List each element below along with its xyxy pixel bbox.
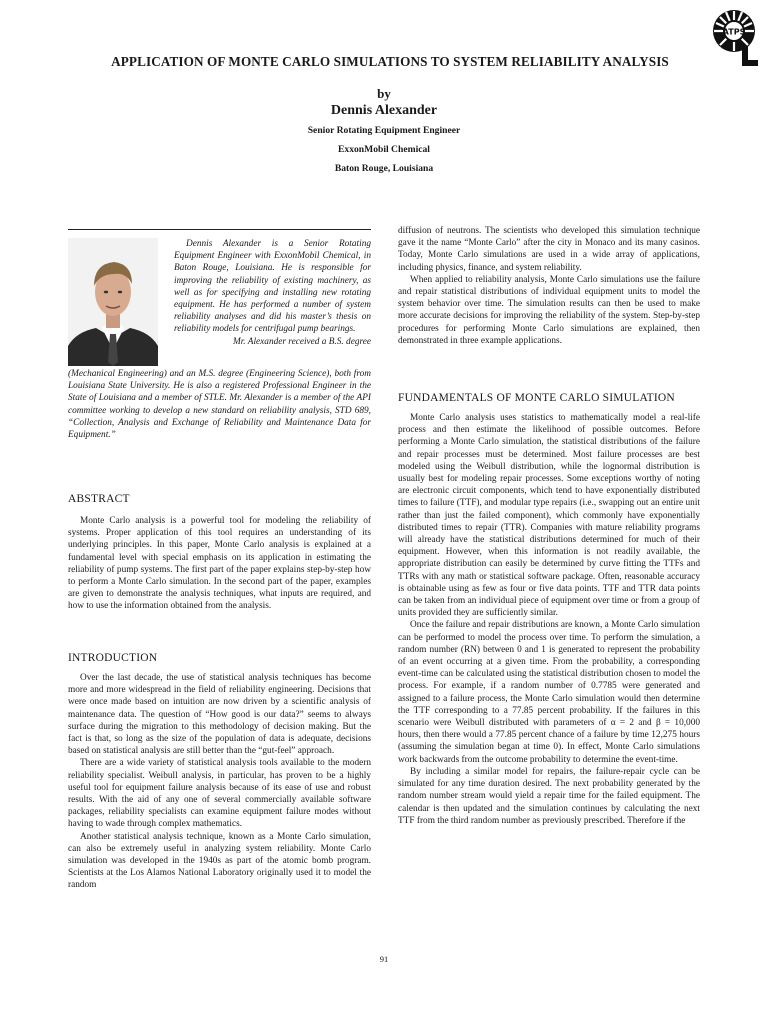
fundamentals-paragraph-2: Once the failure and repair distributions are known, a Monte Carlo simulation can be performed to model the process over time. To perform the simulation, a random number (RN) between 0 and 1 is generated to represent the probability of an event occurring at a given time. From the probability, a corresponding event-time can be calculated using the statistical distribution chosen to model the process. For example, if a random number of 0.7785 were generated and assigned to a failure process, the Monte Carlo simulation would then determine the TTF corresponding to a 77.85 percent probability. If the failures in this scenario were Weibull distributed with parameters of α = 2 and β = 10,000 hours, then there would a 77.85 percent chance of a failure by time 12,275 hours (assuming the simulation began at time 0). In effect, Monte Carlo simulations work backwards from the outcome probability to determine the event-time. — [398, 620, 700, 765]
author-bio-1 — [174, 238, 371, 348]
author-photo — [68, 238, 158, 366]
bio-top-rule — [68, 229, 371, 230]
abstract-paragraph: Monte Carlo analysis is a powerful tool for modeling the reliability of systems. Proper application of this tool requires an understanding of its underlying principles. In this paper, Monte Carlo analysis is explained at a fundamental level with special emphasis on its application in estimating the reliability of pump systems. The first part of the paper explains step-by-step how to perform a Monte Carlo simulation. In the second part of the paper, examples are given to demonstrate the analysis techniques, what inputs are required, and how to use the information obtained from the analysis. — [68, 516, 371, 612]
author-name: Dennis Alexander — [330, 103, 438, 118]
author-position: Senior Rotating Equipment Engineer — [307, 125, 461, 136]
fundamentals-paragraph-1: Monte Carlo analysis uses statistics to mathematically model a real-life process and then estimate the likelihood of possible outcomes. Before performing a Monte Carlo simulation, the statistical distributions of the failure and repair processes must be determined. Most failure processes are best modeled using the Weibull distribution, while the lognormal distribution is usually best for modeling repair processes. Some exceptions worthy of noting are electronic circuit components, which tend to have exponentially distributed times to failure (TTF), and modular type repairs (i.e., swapping out an entire unit rather than just the failed component), which commonly have exponentially distributed times to repair (TTR). Companies with mature reliability programs will already have the statistical distributions determined for much of their equipment. However, when this information is not readily available, the appropriate distribution can easily be determined by curve fitting the TTFs and TTRs with any math or statistical software package. Often, reasonable accuracy is obtainable using as few as four or five data points. TTF and TTR data points can be taken from an individual piece of equipment over time or from a group of units provided they are sufficiently similar. — [398, 413, 700, 619]
author-bio-2 — [68, 368, 371, 441]
page-number: 91 — [379, 954, 389, 964]
svg-text:ATPS: ATPS — [722, 27, 746, 37]
intro-paragraph-2: There are a wide variety of statistical analysis tools available to the modern reliability specialist. Weibull analysis, in particular, has proven to be a highly useful tool for equipment failure analysis because of its ease of use and robust results. With the aid of any one of several commercially available software packages, reliability specialists can examine equipment failure modes without having to wade through complex mathematics. — [68, 758, 371, 830]
author-location: Baton Rouge, Louisiana — [334, 163, 434, 174]
fundamentals-body — [398, 412, 700, 827]
intro-paragraph-1: Over the last decade, the use of statistical analysis techniques has become more and more widespread in the field of reliability engineering. Decisions that were once made based on intuition are now driven by a scientific analysis of maintenance data. The question of “How good is our data?” seems to always surface during the migration to this methodology of decision making. But the fact is that, so long as the size of the population of data is adequate, decisions based on statistical analysis are still better than the “gut-feel” approach. — [68, 673, 371, 757]
right-column-intro — [398, 225, 700, 347]
introduction-body — [68, 672, 371, 892]
bio-paragraph-2: (Mechanical Engineering) and an M.S. degree (Engineering Science), both from Louisiana State University. He is also a registered Professional Engineer in the State of Louisiana and a member of STLE. Mr. Alexander is a member of the API committee working to develop a new standard on reliability analysis, STD 689, “Collection, Analysis and Exchange of Reliability and Maintenance Data for Equipment.” — [68, 369, 371, 441]
abstract-heading: ABSTRACT — [68, 493, 130, 505]
fundamentals-heading: FUNDAMENTALS OF MONTE CARLO SIMULATION — [398, 392, 675, 404]
abstract-body — [68, 515, 371, 613]
paper-title: APPLICATION OF MONTE CARLO SIMULATIONS TO SYSTEM RELIABILITY ANALYSIS — [111, 54, 669, 69]
right-paragraph-1: When applied to reliability analysis, Monte Carlo simulations use the failure and repair statistical distributions of individual equipment units to model the system behavior over time. The simulation results can then be used to make more accurate decisions for improving the reliability of the system. Step-by-step procedures for performing Monte Carlo simulations are explained, then demonstrated in three example applications. — [398, 274, 700, 346]
intro-paragraph-3: Another statistical analysis technique, known as a Monte Carlo simulation, can also be extremely useful in analyzing system reliability. Monte Carlo simulation was developed in the 1940s as part of the atomic bomb program. Scientists at the Los Alamos National Laboratory originally used it to model the random — [68, 831, 371, 891]
bio-paragraph-1: Dennis Alexander is a Senior Rotating Equipment Engineer with ExxonMobil Chemical, in Baton Rouge, Louisiana. He is responsible for improving the reliability of existing machinery, as well as for specifying and installing new rotating equipment. He has performed a number of system reliability analyses and did his master’s thesis on reliability models for centrifugal pump bearings. — [174, 239, 371, 335]
author-company: ExxonMobil Chemical — [338, 144, 430, 155]
byline: by — [377, 86, 391, 101]
right-paragraph-0: diffusion of neutrons. The scientists who developed this simulation technique gave it the name “Monte Carlo” after the city in Monaco and its many casinos. Today, Monte Carlo simulations are used in a wide array of applications, including physics, finance, and system reliability. — [398, 226, 700, 273]
introduction-heading: INTRODUCTION — [68, 652, 158, 664]
bio-paragraph-2-start: Mr. Alexander received a B.S. degree — [232, 336, 371, 347]
fundamentals-paragraph-3: By including a similar model for repairs, the failure-repair cycle can be simulated for any time duration desired. The next probability generated by the random number stream would yield a repair time for the failed equipment. The calendar is then updated and the simulation continues by calculating the next TTF from the third random number as previously prescribed. Therefore if the — [398, 766, 700, 826]
